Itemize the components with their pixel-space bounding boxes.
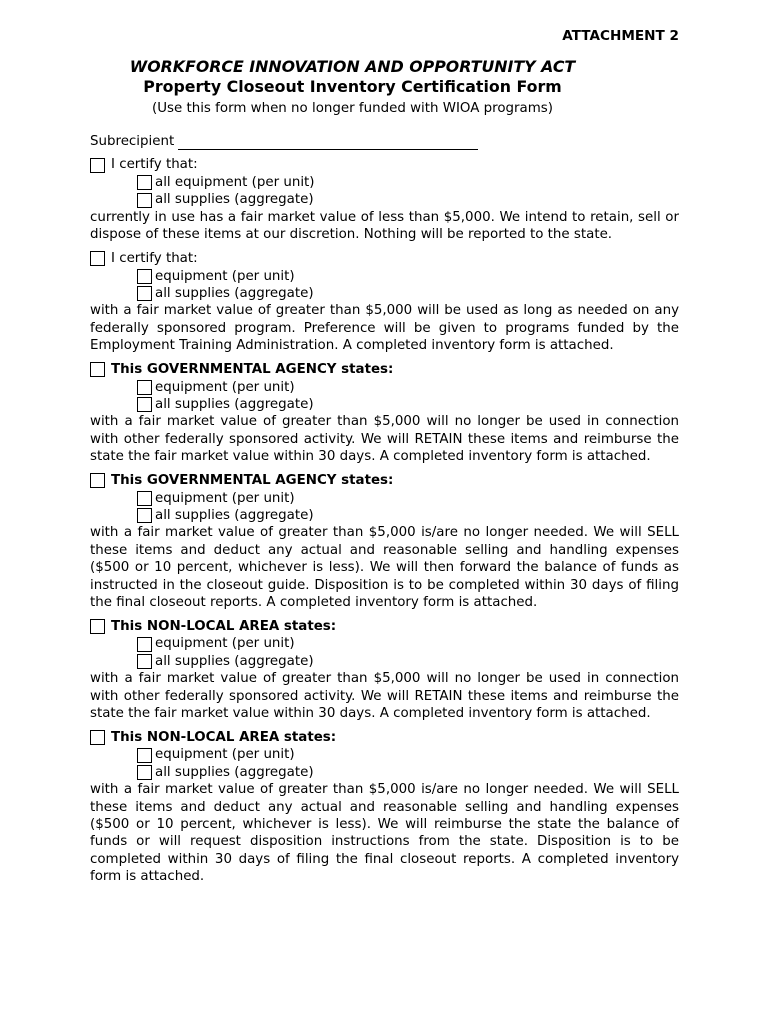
option-row xyxy=(90,174,679,191)
section-heading: I certify that: xyxy=(111,157,198,173)
option-row xyxy=(90,507,679,524)
subrecipient-input-line[interactable] xyxy=(178,135,478,150)
option-label: all supplies (aggregate) xyxy=(155,507,314,523)
option-checkbox[interactable] xyxy=(137,654,152,669)
option-checkbox[interactable] xyxy=(137,508,152,523)
section-checkbox[interactable] xyxy=(90,362,105,377)
option-row xyxy=(90,191,679,208)
section-heading-row xyxy=(90,361,679,379)
section-heading-row xyxy=(90,472,679,490)
certification-sections xyxy=(90,156,679,892)
section-checkbox[interactable] xyxy=(90,730,105,745)
option-label: equipment (per unit) xyxy=(155,636,295,652)
form-title: Property Closeout Inventory Certification Form xyxy=(143,77,562,96)
section-heading: This NON-LOCAL AREA states: xyxy=(111,618,337,634)
certification-section xyxy=(90,728,679,885)
title-block xyxy=(90,57,679,119)
option-checkbox[interactable] xyxy=(137,286,152,301)
section-heading: This NON-LOCAL AREA states: xyxy=(111,729,337,745)
certification-section xyxy=(90,361,679,466)
option-label: all supplies (aggregate) xyxy=(155,653,314,669)
certification-section xyxy=(90,472,679,612)
section-paragraph: with a fair market value of greater than $5,000 is/are no longer needed. We will SELL these items and deduct any actual and reasonable selling and handling expenses ($500 or 10 percent, whichever is less). We will then forward the balance of funds as instructed in the closeout guide. Disposition is to be completed within 30 days of filing the final closeout reports. A completed inventory form is attached. xyxy=(90,525,679,610)
section-heading-row xyxy=(90,617,679,635)
option-label: all supplies (aggregate) xyxy=(155,764,314,780)
section-checkbox[interactable] xyxy=(90,251,105,266)
option-checkbox[interactable] xyxy=(137,491,152,506)
section-heading: This GOVERNMENTAL AGENCY states: xyxy=(111,472,394,488)
section-heading-row xyxy=(90,156,679,174)
section-heading: I certify that: xyxy=(111,250,198,266)
option-label: all supplies (aggregate) xyxy=(155,396,314,412)
section-paragraph: with a fair market value of greater than $5,000 will no longer be used in connection with other federally sponsored activity. We will RETAIN these items and reimburse the state the fair market value within 30 days. A completed inventory form is attached. xyxy=(90,671,679,721)
option-row xyxy=(90,379,679,396)
option-checkbox[interactable] xyxy=(137,175,152,190)
section-heading-row xyxy=(90,250,679,268)
option-checkbox[interactable] xyxy=(137,637,152,652)
option-row xyxy=(90,653,679,670)
option-row xyxy=(90,746,679,763)
option-checkbox[interactable] xyxy=(137,193,152,208)
option-row xyxy=(90,396,679,413)
option-row xyxy=(90,635,679,652)
attachment-label: ATTACHMENT 2 xyxy=(562,28,679,44)
section-checkbox[interactable] xyxy=(90,619,105,634)
certification-section xyxy=(90,156,679,244)
section-paragraph: with a fair market value of greater than $5,000 is/are no longer needed. We will SELL these items and deduct any actual and reasonable selling and handling expenses ($500 or 10 percent, whichever is less). We will reimburse the state the balance of funds or will request disposition instructions from the state. Disposition is to be completed within 30 days of filing the final closeout reports. A completed inventory form is attached. xyxy=(90,782,679,885)
section-paragraph: currently in use has a fair market value of less than $5,000. We intend to retain, sell or dispose of these items at our discretion. Nothing will be reported to the state. xyxy=(90,209,679,243)
section-paragraph: with a fair market value of greater than $5,000 will be used as long as needed on any federally sponsored program. Preference will be given to programs funded by the Employment Training Administration. A completed inventory form is attached. xyxy=(90,303,679,354)
option-label: equipment (per unit) xyxy=(155,747,295,763)
option-row xyxy=(90,285,679,302)
option-row xyxy=(90,268,679,285)
section-heading: This GOVERNMENTAL AGENCY states: xyxy=(111,361,394,377)
option-label: equipment (per unit) xyxy=(155,490,295,506)
option-label: all supplies (aggregate) xyxy=(155,192,314,208)
form-usage-note: (Use this form when no longer funded with WIOA programs) xyxy=(151,101,554,116)
section-heading-row xyxy=(90,728,679,746)
option-checkbox[interactable] xyxy=(137,765,152,780)
subrecipient-label: Subrecipient xyxy=(90,134,175,149)
option-checkbox[interactable] xyxy=(137,397,152,412)
option-label: equipment (per unit) xyxy=(155,379,295,395)
option-label: equipment (per unit) xyxy=(155,268,295,284)
section-checkbox[interactable] xyxy=(90,158,105,173)
section-paragraph: with a fair market value of greater than $5,000 will no longer be used in connection with other federally sponsored activity. We will RETAIN these items and reimburse the state the fair market value within 30 days. A completed inventory form is attached. xyxy=(90,414,679,465)
certification-section xyxy=(90,250,679,355)
option-label: all equipment (per unit) xyxy=(155,175,315,190)
option-row xyxy=(90,764,679,781)
option-label: all supplies (aggregate) xyxy=(155,285,314,301)
act-title: WORKFORCE INNOVATION AND OPPORTUNITY ACT xyxy=(129,57,576,76)
option-checkbox[interactable] xyxy=(137,269,152,284)
option-checkbox[interactable] xyxy=(137,380,152,395)
subrecipient-field xyxy=(90,133,478,150)
option-row xyxy=(90,490,679,507)
section-checkbox[interactable] xyxy=(90,473,105,488)
certification-section xyxy=(90,617,679,722)
option-checkbox[interactable] xyxy=(137,748,152,763)
